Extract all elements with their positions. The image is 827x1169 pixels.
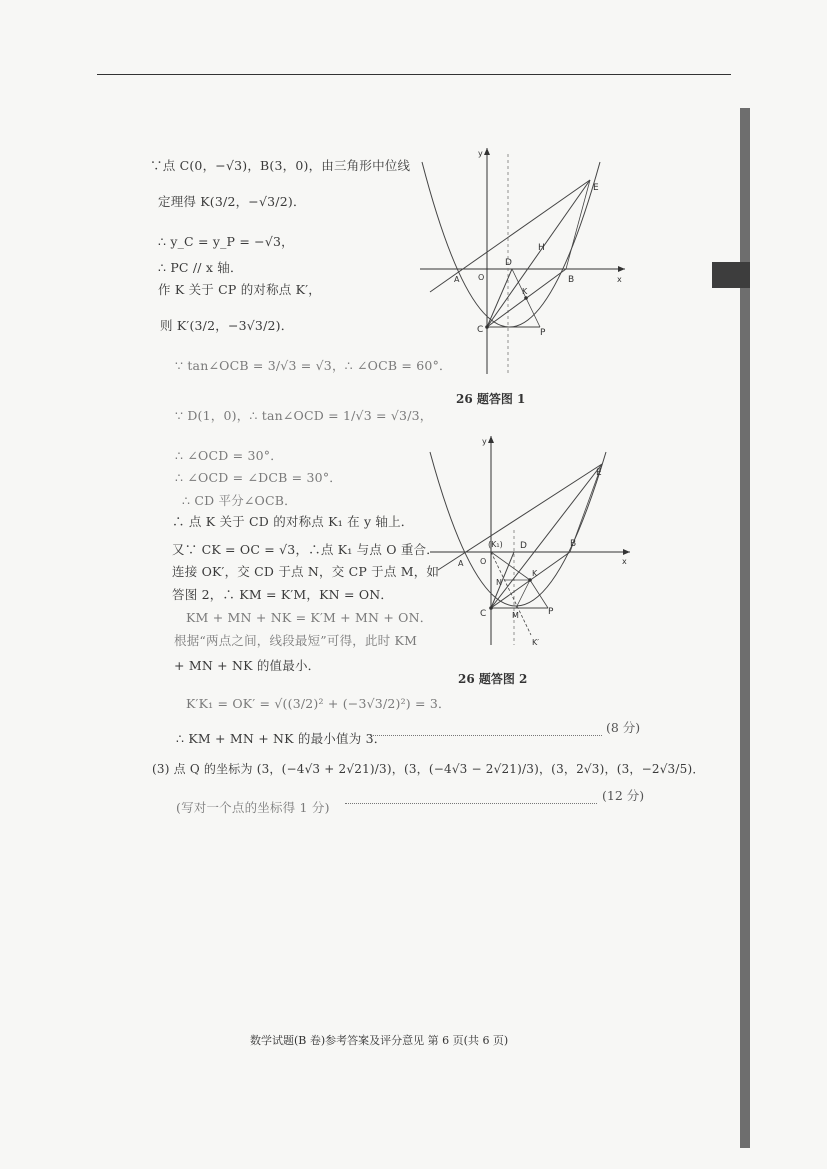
solution-line-22: (写对一个点的坐标得 1 分): [176, 800, 330, 815]
fig1-label-H: H: [538, 243, 545, 253]
fig2-label-M: M: [512, 611, 519, 620]
solution-line-19: K′K₁ = OK′ = √((3/2)² + (−3√3/2)²) = 3．: [186, 696, 451, 711]
fig1-label-O: O: [478, 273, 485, 282]
fig2-line-MK: [516, 580, 530, 608]
fig2-label-x: x: [622, 557, 627, 566]
fig1-label-x: x: [617, 275, 622, 284]
fig2-line-CE: [491, 464, 602, 608]
fig1-point-C: [485, 325, 489, 329]
figure-2-caption: 26 题答图 2: [458, 672, 528, 686]
fig2-x-arrow-icon: [623, 549, 630, 555]
solution-line-9: ∴ ∠OCD = 30°．: [175, 448, 283, 463]
solution-line-20: ∴ KM + MN + NK 的最小值为 3．: [176, 731, 387, 746]
fig2-y-arrow-icon: [488, 436, 494, 443]
fig1-point-K: [524, 296, 528, 300]
solution-line-16: KM + MN + NK = K′M + MN + ON．: [186, 610, 433, 625]
fig1-label-y: y: [478, 149, 483, 158]
fig1-label-P: P: [540, 328, 546, 338]
score-8: (8 分): [606, 720, 641, 735]
solution-line-4: ∴ PC // x 轴．: [158, 260, 243, 275]
fig1-line-BE: [566, 180, 590, 269]
solution-line-13: 又∵ CK = OC = √3，∴点 K₁ 与点 O 重合．: [172, 542, 439, 557]
solution-line-12: ∴ 点 K 关于 CD 的对称点 K₁ 在 y 轴上．: [172, 514, 414, 529]
fig1-parabola: [422, 162, 600, 327]
header-rule: [97, 74, 731, 75]
fig1-x-arrow-icon: [618, 266, 625, 272]
fig2-label-C: C: [480, 609, 487, 619]
fig2-label-O: O: [480, 557, 487, 566]
solution-line-8: ∵ D(1，0)，∴ tan∠OCD = 1/√3 = √3/3，: [175, 408, 433, 423]
fig1-line-CE: [487, 180, 590, 327]
solution-line-7: ∵ tan∠OCB = 3/√3 = √3，∴ ∠OCB = 60°．: [175, 358, 452, 373]
fig2-line-AE: [438, 464, 602, 570]
scan-edge-tab: [712, 262, 750, 288]
solution-line-11: ∴ CD 平分∠OCB．: [182, 493, 297, 508]
fig2-point-C: [489, 606, 493, 610]
fig2-line-KP: [530, 580, 548, 608]
fig2-line-OK: [491, 552, 530, 580]
solution-line-15: 答图 2，∴ KM = K′M，KN = ON．: [172, 587, 394, 602]
fig2-label-K: K: [532, 569, 538, 578]
figure-1-caption: 26 题答图 1: [456, 392, 526, 406]
fig2-label-N: N: [496, 578, 502, 587]
figure-1: [410, 142, 630, 382]
fig2-label-y: y: [482, 437, 487, 446]
fig2-label-D: D: [520, 541, 527, 551]
solution-line-10: ∴ ∠OCD = ∠DCB = 30°．: [175, 470, 342, 485]
fig1-label-E: E: [593, 183, 599, 193]
dot-leader-12: [345, 803, 597, 804]
fig1-y-arrow-icon: [484, 148, 490, 155]
solution-line-21: (3) 点 Q 的坐标为 (3，(−4√3 + 2√21)/3)，(3，(−4√3 − 2√21)/3)，(3，2√3)，(3，−2√3/5)．: [152, 762, 705, 776]
fig2-point-K: [528, 578, 532, 582]
fig1-label-D: D: [505, 258, 512, 268]
fig1-label-C: C: [477, 325, 484, 335]
solution-line-17: 根据“两点之间，线段最短”可得，此时 KM: [174, 633, 418, 648]
solution-line-3: ∴ y_C = y_P = −√3，: [158, 234, 294, 249]
solution-line-14: 连接 OK′，交 CD 于点 N，交 CP 于点 M，如: [172, 564, 440, 579]
fig1-label-B: B: [568, 275, 575, 285]
score-12: (12 分): [602, 788, 645, 803]
solution-line-1: ∵点 C(0，−√3)，B(3，0)，由三角形中位线: [150, 158, 411, 173]
fig2-label-P: P: [548, 607, 554, 617]
fig1-label-A: A: [454, 275, 460, 284]
solution-line-2: 定理得 K(3/2，−√3/2)．: [158, 194, 306, 209]
dot-leader-8: [370, 735, 602, 736]
fig1-label-K: K: [522, 287, 528, 296]
solution-line-6: 则 K′(3/2，−3√3/2)．: [160, 318, 294, 333]
fig2-label-B: B: [570, 539, 577, 549]
solution-line-5: 作 K 关于 CP 的对称点 K′，: [158, 282, 321, 297]
fig2-label-A: A: [458, 559, 464, 568]
fig2-label-K1: (K₁): [488, 540, 503, 549]
solution-line-18: + MN + NK 的值最小．: [174, 658, 321, 673]
fig2-label-E: E: [596, 468, 602, 478]
figure-2: [420, 430, 635, 660]
page-footer: 数学试题(B 卷)参考答案及评分意见 第 6 页(共 6 页): [250, 1034, 509, 1047]
fig2-parabola: [430, 452, 606, 606]
fig2-label-K-prime: K′: [532, 638, 540, 647]
